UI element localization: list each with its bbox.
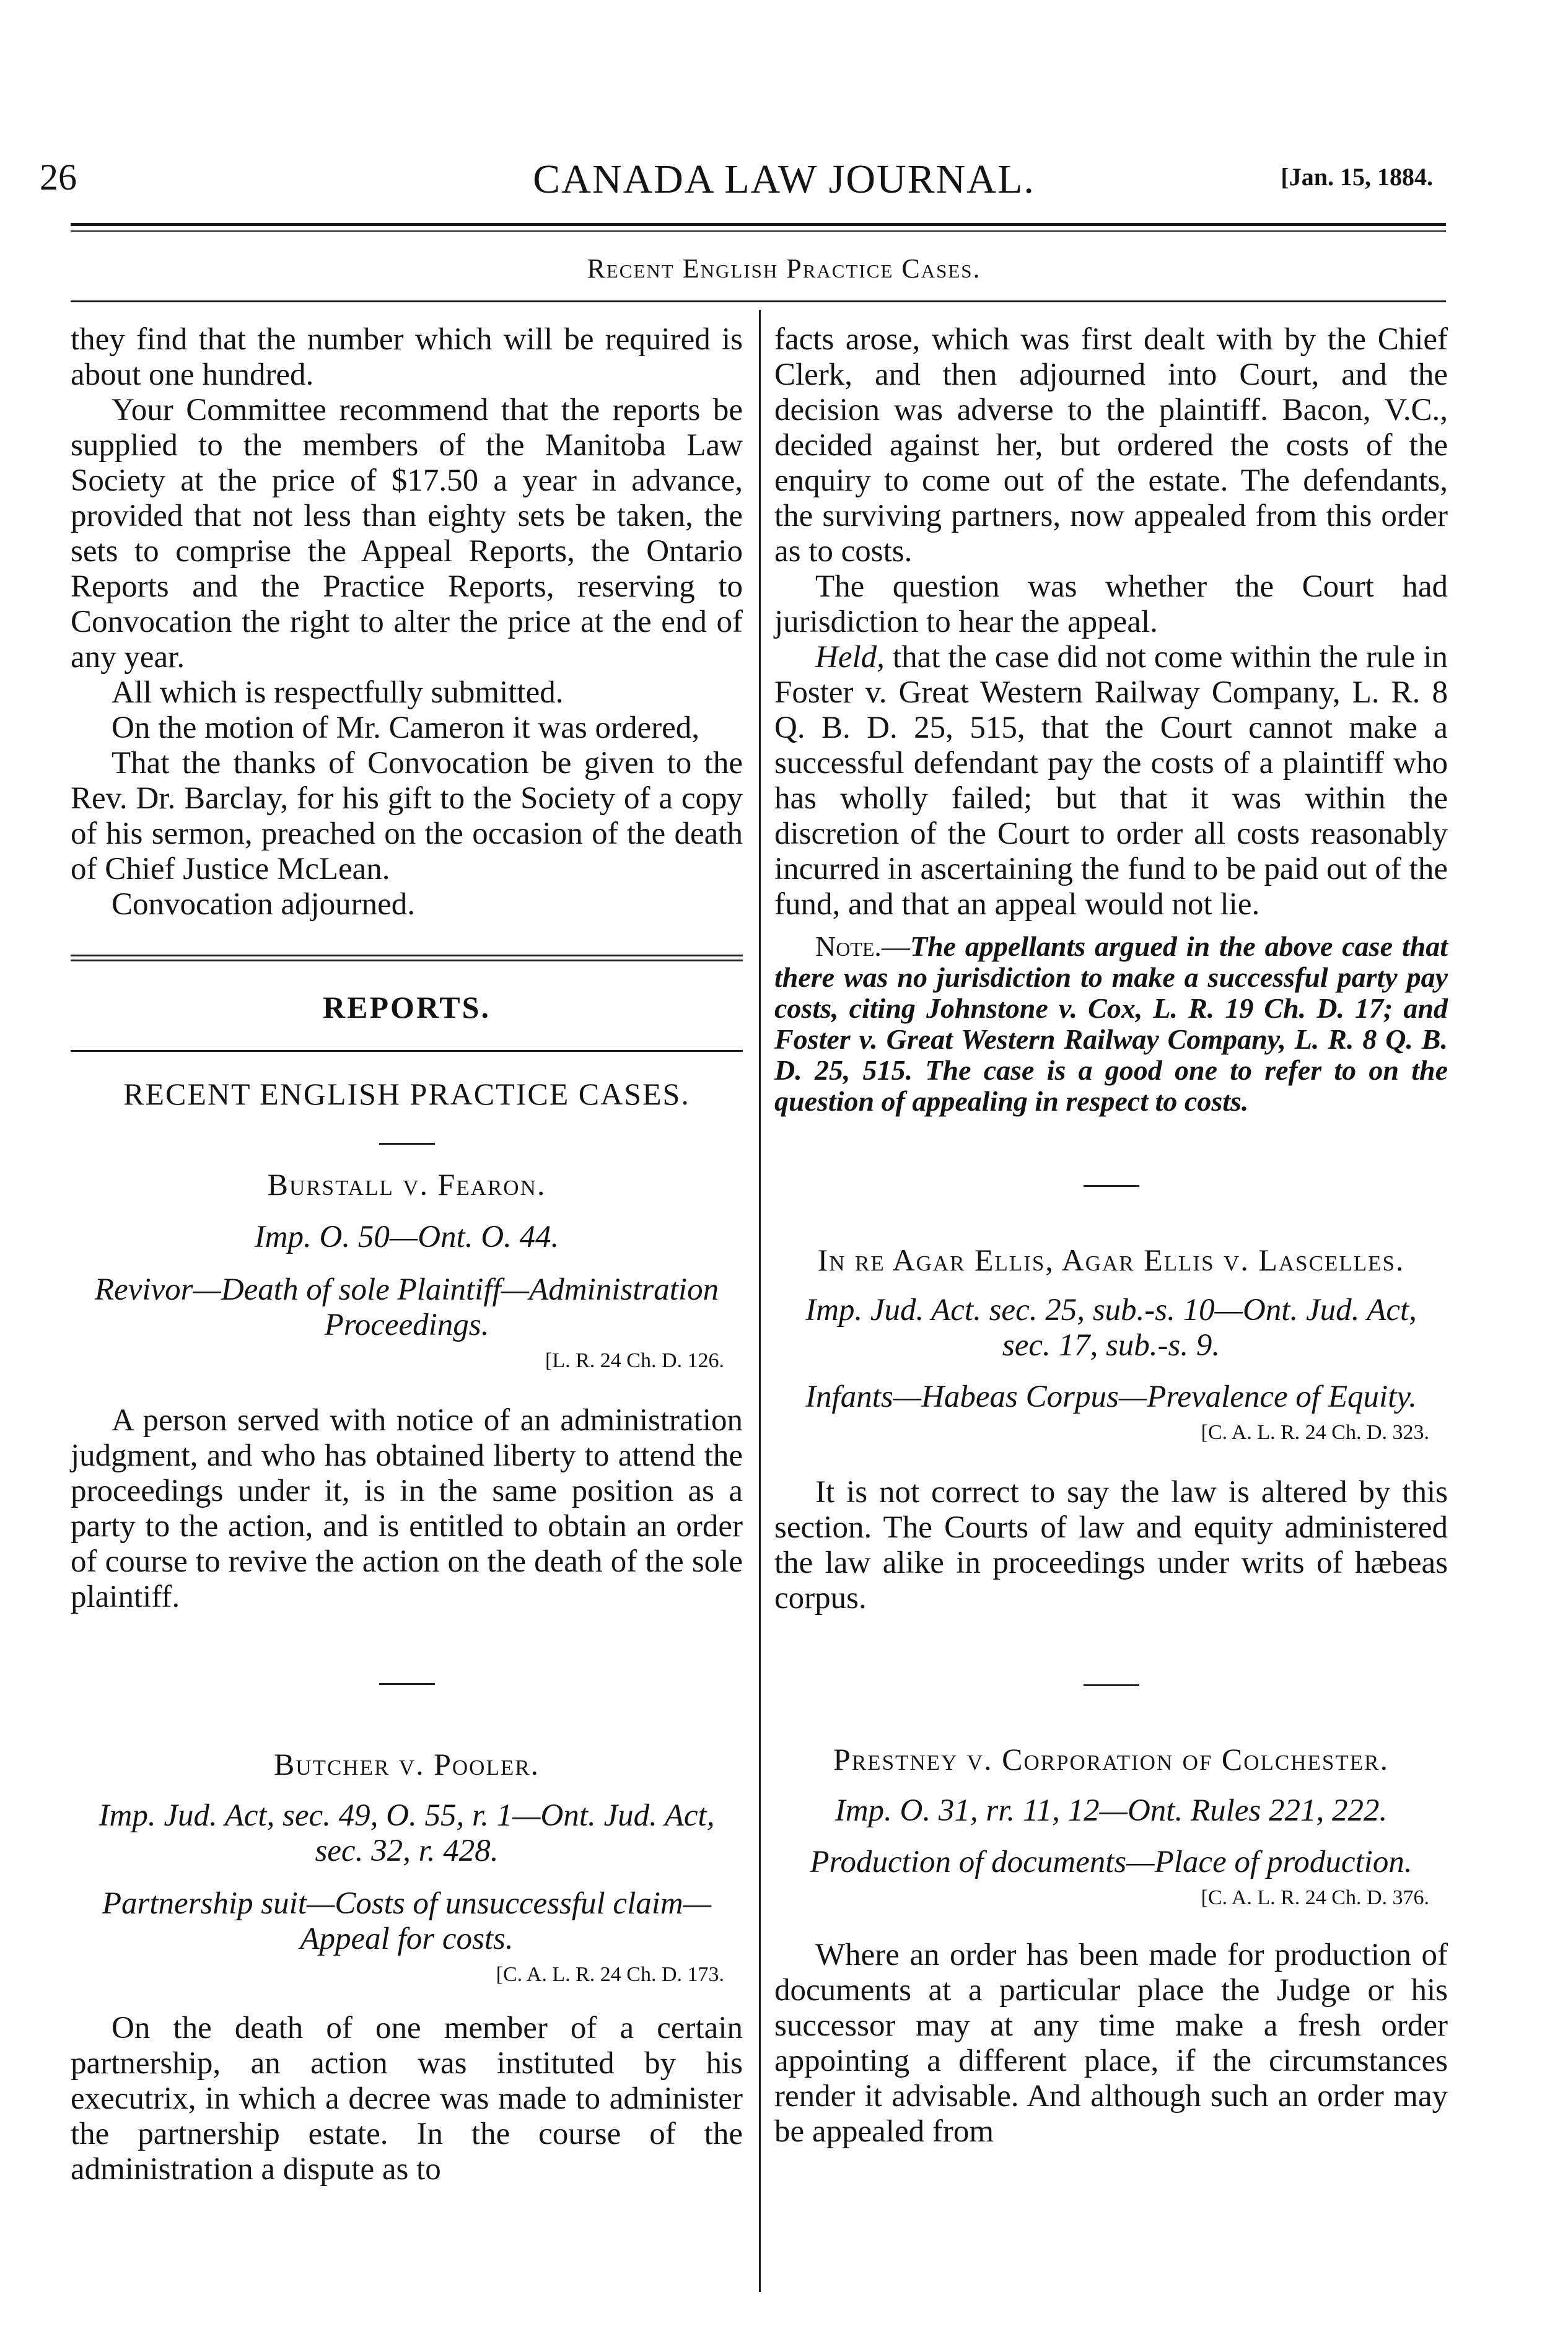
case-title: Butcher v. Pooler. — [273, 1747, 540, 1782]
section-heading: RECENT ENGLISH PRACTICE CASES. — [123, 1077, 690, 1111]
held-label: Held, — [815, 640, 885, 675]
case-title: Prestney v. Corporation of Colchester. — [833, 1742, 1389, 1777]
running-head-rule — [71, 300, 1446, 302]
case-reference: [C. A. L. R. 24 Ch. D. 173. — [496, 1963, 724, 1986]
paragraph: they find that the number which will be required is about one hundred. — [71, 322, 743, 392]
case-citation: Imp. O. 31, rr. 11, 12—Ont. Rules 221, 222. — [834, 1793, 1388, 1828]
case-citation: Imp. O. 50—Ont. O. 44. — [254, 1220, 559, 1254]
case-subject: Infants—Habeas Corpus—Prevalence of Equity. — [805, 1380, 1417, 1414]
case-reference: [L. R. 24 Ch. D. 126. — [545, 1349, 724, 1372]
reports-heading: REPORTS. — [323, 990, 491, 1025]
case-reference: [C. A. L. R. 24 Ch. D. 376. — [1201, 1886, 1429, 1909]
paragraph: That the thanks of Convocation be given to the Rev. Dr. Barclay, for his gift to the Society of a copy of his sermon, preached on the occasion of the death of Chief Justice McLean. — [71, 746, 743, 886]
note-label: Note.— — [815, 930, 910, 962]
column-divider — [759, 310, 761, 2292]
page-number: 26 — [40, 157, 77, 198]
paragraph: Convocation adjourned. — [112, 887, 416, 922]
right-column — [774, 322, 1448, 2150]
left-column — [71, 322, 743, 2187]
paragraph: Your Committee recommend that the reports be supplied to the members of the Manitoba Law Society at the price of $17.50 a year in advance, provided that not less than eighty sets be taken, the sets to comprise the Appeal Reports, the Ontario Reports and the Practice Reports, reserving to Convocation the right to alter the price at the end of any year. — [71, 393, 743, 675]
note — [774, 931, 1448, 1117]
journal-title: CANADA LAW JOURNAL. — [533, 157, 1035, 202]
header-rule-bottom — [71, 230, 1446, 232]
held-text: that the case did not come within the rule in Foster v. Great Western Railway Company, L. R. 8 Q. B. D. 25, 515, that the Court cannot make a successful defendant pay the costs of a plaintiff who has wholly failed; but that it was within the discretion of the Court to order all costs reasonably incurred in ascertaining the fund to be paid out of the fund, and that an appeal would not lie. — [774, 640, 1448, 922]
case-subject: Revivor—Death of sole Plaintiff—Administration Proceedings. — [94, 1272, 719, 1342]
separator — [379, 1143, 435, 1145]
section-double-rule — [71, 955, 743, 961]
paragraph — [774, 640, 1448, 922]
separator — [379, 1683, 435, 1685]
case-title: In re Agar Ellis, Agar Ellis v. Lascelles. — [817, 1243, 1405, 1277]
separator — [1084, 1185, 1139, 1187]
case-body: Where an order has been made for production of documents at a particular place the Judge or his successor may at any time make a fresh order appointing a different place, if the circumstances render it advisable. And although such an order may be appealed from — [774, 1938, 1448, 2149]
paragraph: All which is respectfully submitted. — [112, 675, 564, 710]
issue-date: [Jan. 15, 1884. — [1281, 163, 1433, 191]
case-title: Burstall v. Fearon. — [267, 1167, 546, 1202]
case-body: A person served with notice of an administration judgment, and who has obtained liberty to attend the proceedings under it, is in the same position as a party to the action, and is entitled to obtain an order of course to revive the action on the death of the sole plaintiff. — [71, 1403, 743, 1614]
separator — [1084, 1684, 1139, 1686]
paragraph: On the motion of Mr. Cameron it was ordered, — [112, 711, 699, 745]
case-body: On the death of one member of a certain partnership, an action was instituted by his executrix, in which a decree was made to administer the partnership estate. In the course of the administration a dispute as to — [71, 2011, 743, 2187]
case-subject: Partnership suit—Costs of unsuccessful claim—Appeal for costs. — [102, 1886, 712, 1956]
running-head: Recent English Practice Cases. — [587, 253, 981, 284]
paragraph: The question was whether the Court had jurisdiction to hear the appeal. — [774, 569, 1448, 639]
case-subject: Production of documents—Place of production. — [810, 1845, 1413, 1879]
case-citation: Imp. Jud. Act. sec. 25, sub.-s. 10—Ont. Jud. Act, sec. 17, sub.-s. 9. — [805, 1293, 1417, 1363]
reports-rule — [71, 1050, 743, 1052]
header-rule-top — [71, 223, 1446, 226]
note-text: The appellants argued in the above case that there was no jurisdiction to make a successful party pay costs, citing Johnstone v. Cox, L. R. 19 Ch. D. 17; and Foster v. Great Western Railway Company, L. R. 8 Q. B. D. 25, 515. The case is a good one to refer to on the question of appealing in respect to costs. — [774, 930, 1448, 1117]
paragraph: facts arose, which was first dealt with by the Chief Clerk, and then adjourned into Court, and the decision was adverse to the plaintiff. Bacon, V.C., decided against her, but ordered the costs of the enquiry to come out of the estate. The defendants, the surviving partners, now appealed from this order as to costs. — [774, 322, 1448, 569]
case-reference: [C. A. L. R. 24 Ch. D. 323. — [1201, 1421, 1429, 1444]
case-body: It is not correct to say the law is altered by this section. The Courts of law and equity administered the law alike in proceedings under writs of hæbeas corpus. — [774, 1475, 1448, 1616]
case-citation: Imp. Jud. Act, sec. 49, O. 55, r. 1—Ont. Jud. Act, sec. 32, r. 428. — [99, 1798, 715, 1868]
